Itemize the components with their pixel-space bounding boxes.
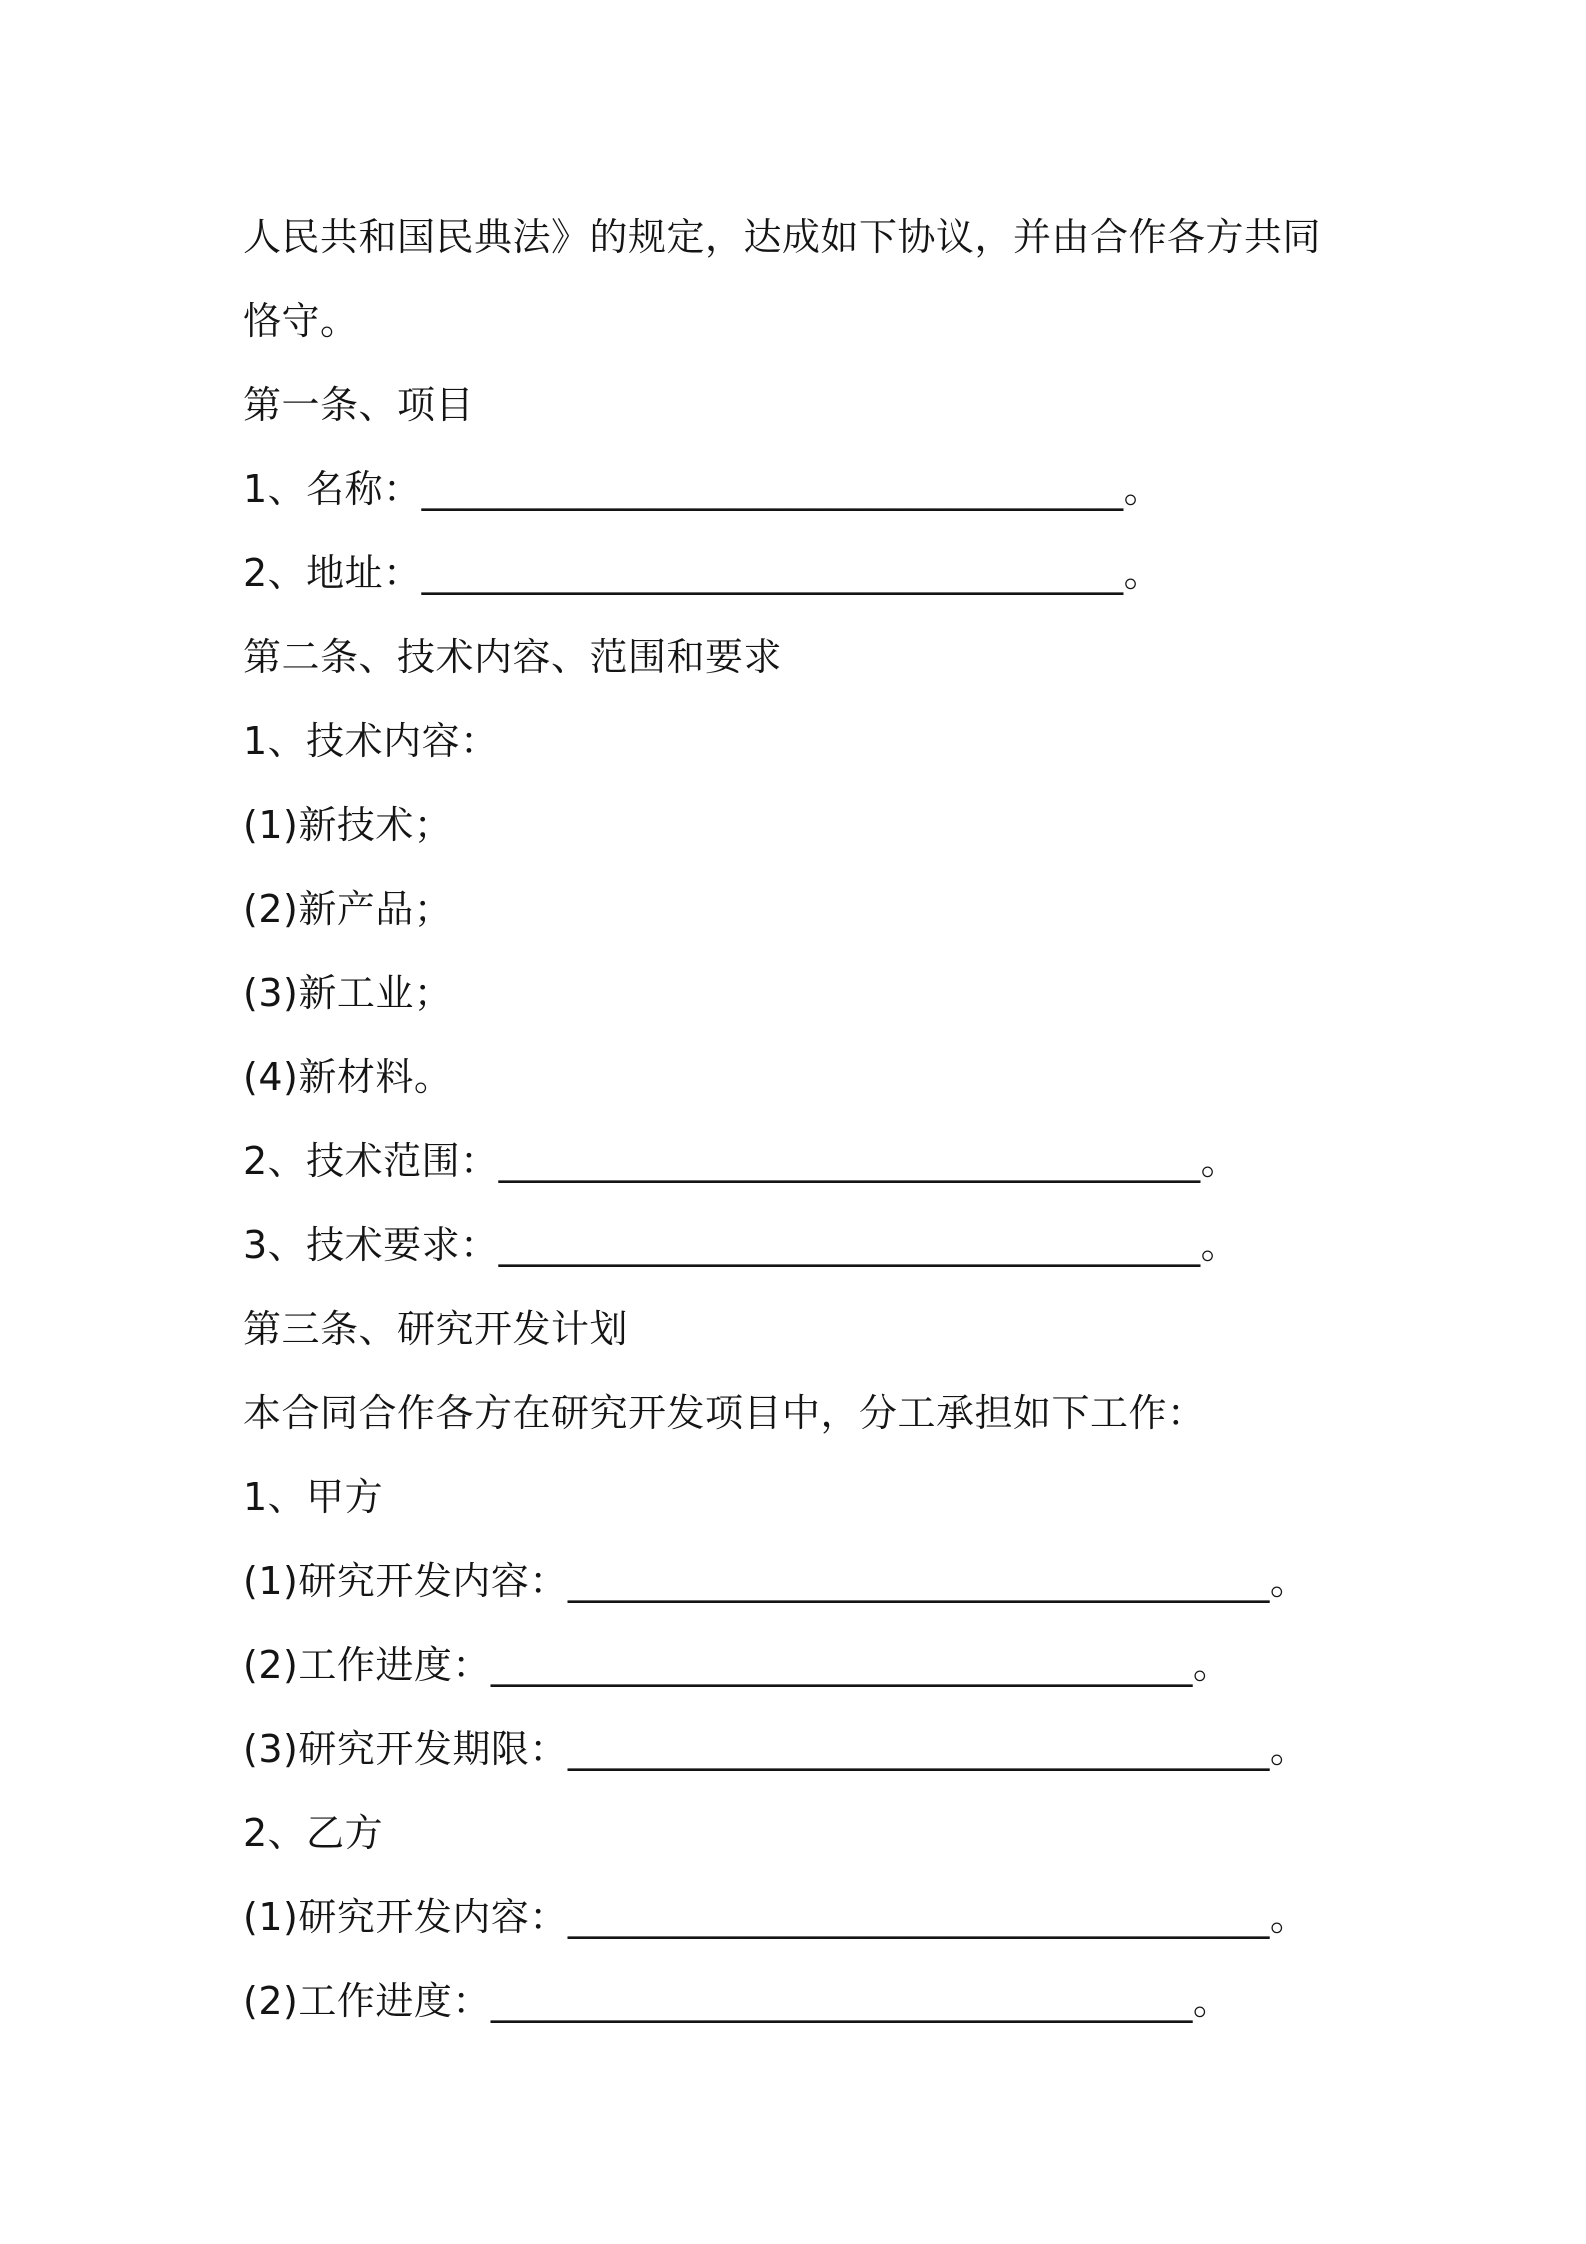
text-line: 1、技术内容： [243, 719, 499, 763]
party-heading: 2、乙方 [243, 1811, 384, 1855]
fill-in-line: (1)研究开发内容：____________________________________。 [243, 1559, 1309, 1603]
list-item: (2)新产品； [243, 887, 453, 931]
fill-in-line: 2、技术范围：____________________________________。 [243, 1139, 1240, 1183]
party-heading: 1、甲方 [243, 1475, 384, 1519]
fill-in-line: 1、名称：____________________________________。 [243, 467, 1163, 511]
article-heading: 第二条、技术内容、范围和要求 [243, 635, 783, 679]
article-heading: 第三条、研究开发计划 [243, 1307, 629, 1351]
fill-in-line: (2)工作进度：____________________________________。 [243, 1643, 1232, 1687]
article-heading: 第一条、项目 [243, 383, 475, 427]
list-item: (3)新工业； [243, 971, 453, 1015]
fill-in-line: (1)研究开发内容：____________________________________。 [243, 1895, 1309, 1939]
fill-in-line: (2)工作进度：____________________________________。 [243, 1979, 1232, 2023]
fill-in-line: (3)研究开发期限：____________________________________。 [243, 1727, 1309, 1771]
text-line: 本合同合作各方在研究开发项目中，分工承担如下工作： [243, 1391, 1206, 1435]
text-line: 恪守。 [243, 299, 359, 343]
fill-in-line: 3、技术要求：____________________________________。 [243, 1223, 1240, 1267]
list-item: (4)新材料。 [243, 1055, 453, 1099]
list-item: (1)新技术； [243, 803, 453, 847]
text-line: 人民共和国民典法》的规定，达成如下协议，并由合作各方共同 [243, 215, 1322, 259]
fill-in-line: 2、地址：____________________________________。 [243, 551, 1163, 595]
document-body [243, 195, 1373, 2043]
